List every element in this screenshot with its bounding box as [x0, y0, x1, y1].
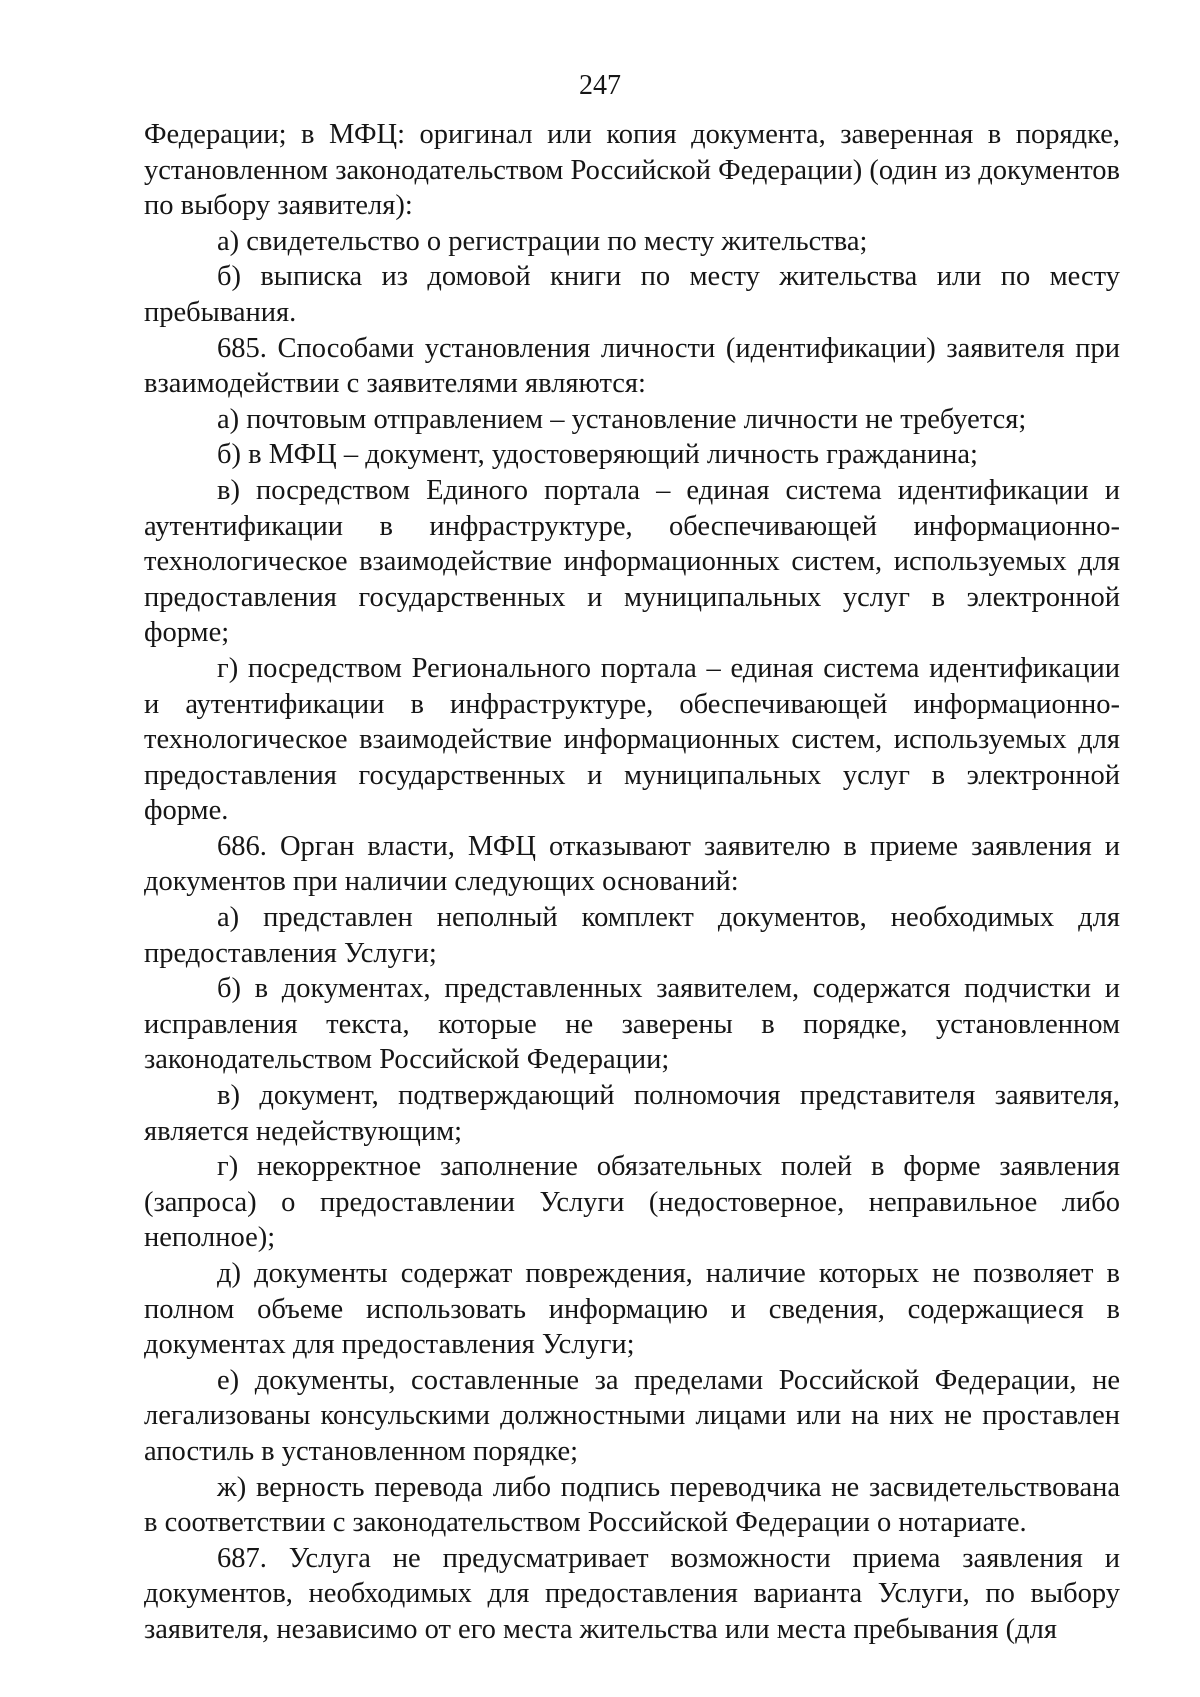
list-item-a-residence-certificate: а) свидетельство о регистрации по месту жительства;: [217, 225, 868, 257]
list-item-a-incomplete-set: а) представлен неполный комплект документов, необходимых для предоставления Услуги;: [144, 902, 1120, 969]
list-item-v-unified-portal: в) посредством Единого портала – единая система идентификации и аутентификации в инфраструктуре, обеспечивающей информационно-технологическое взаимодействие информационных систем, используемых для предоставления государственных и муниципальных услуг в электронной форме;: [144, 474, 1120, 649]
list-item-b-corrections: б) в документах, представленных заявителем, содержатся подчистки и исправления текста, которые не заверены в порядке, установленном законодательством Российской Федерации;: [144, 973, 1120, 1076]
paragraph-687: 687. Услуга не предусматривает возможности приема заявления и документов, необходимых для предоставления варианта Услуги, по выбору заявителя, независимо от его места жительства или места пребывания (для: [144, 1542, 1120, 1645]
list-item-d-damaged-documents: д) документы содержат повреждения, наличие которых не позволяет в полном объеме использовать информацию и сведения, содержащиеся в документах для предоставления Услуги;: [144, 1258, 1120, 1361]
list-item-b-house-book-extract: б) выписка из домовой книги по месту жительства или по месту пребывания.: [144, 261, 1120, 328]
document-body: [144, 117, 1120, 1648]
list-item-zh-translation: ж) верность перевода либо подпись переводчика не засвидетельствована в соответствии с законодательством Российской Федерации о нотариате.: [144, 1471, 1120, 1539]
list-item-b-mfc: б) в МФЦ – документ, удостоверяющий личность гражданина;: [217, 439, 978, 471]
list-item-a-postal: а) почтовым отправлением – установление личности не требуется;: [217, 403, 1027, 435]
list-item-e-not-legalized: е) документы, составленные за пределами Российской Федерации, не легализованы консульскими должностными лицами или на них не проставлен апостиль в установленном порядке;: [144, 1364, 1120, 1467]
page-number: 247: [579, 70, 621, 101]
paragraph-continuation: Федерации; в МФЦ: оригинал или копия документа, заверенная в порядке, установленном законодательством Российской Федерации) (один из документов по выбору заявителя):: [144, 119, 1120, 222]
paragraph-686: 686. Орган власти, МФЦ отказывают заявителю в приеме заявления и документов при наличии следующих оснований:: [144, 830, 1120, 898]
list-item-v-invalid-authority: в) документ, подтверждающий полномочия представителя заявителя, является недействующим;: [144, 1080, 1120, 1147]
list-item-g-regional-portal: г) посредством Регионального портала – единая система идентификации и аутентификации в инфраструктуре, обеспечивающей информационно-технологическое взаимодействие информационных систем, используемых для предоставления государственных и муниципальных услуг в электронной форме.: [144, 652, 1120, 827]
paragraph-685: 685. Способами установления личности (идентификации) заявителя при взаимодействии с заявителями являются:: [144, 332, 1120, 400]
list-item-g-incorrect-fields: г) некорректное заполнение обязательных полей в форме заявления (запроса) о предоставлении Услуги (недостоверное, неправильное либо неполное);: [144, 1151, 1120, 1254]
